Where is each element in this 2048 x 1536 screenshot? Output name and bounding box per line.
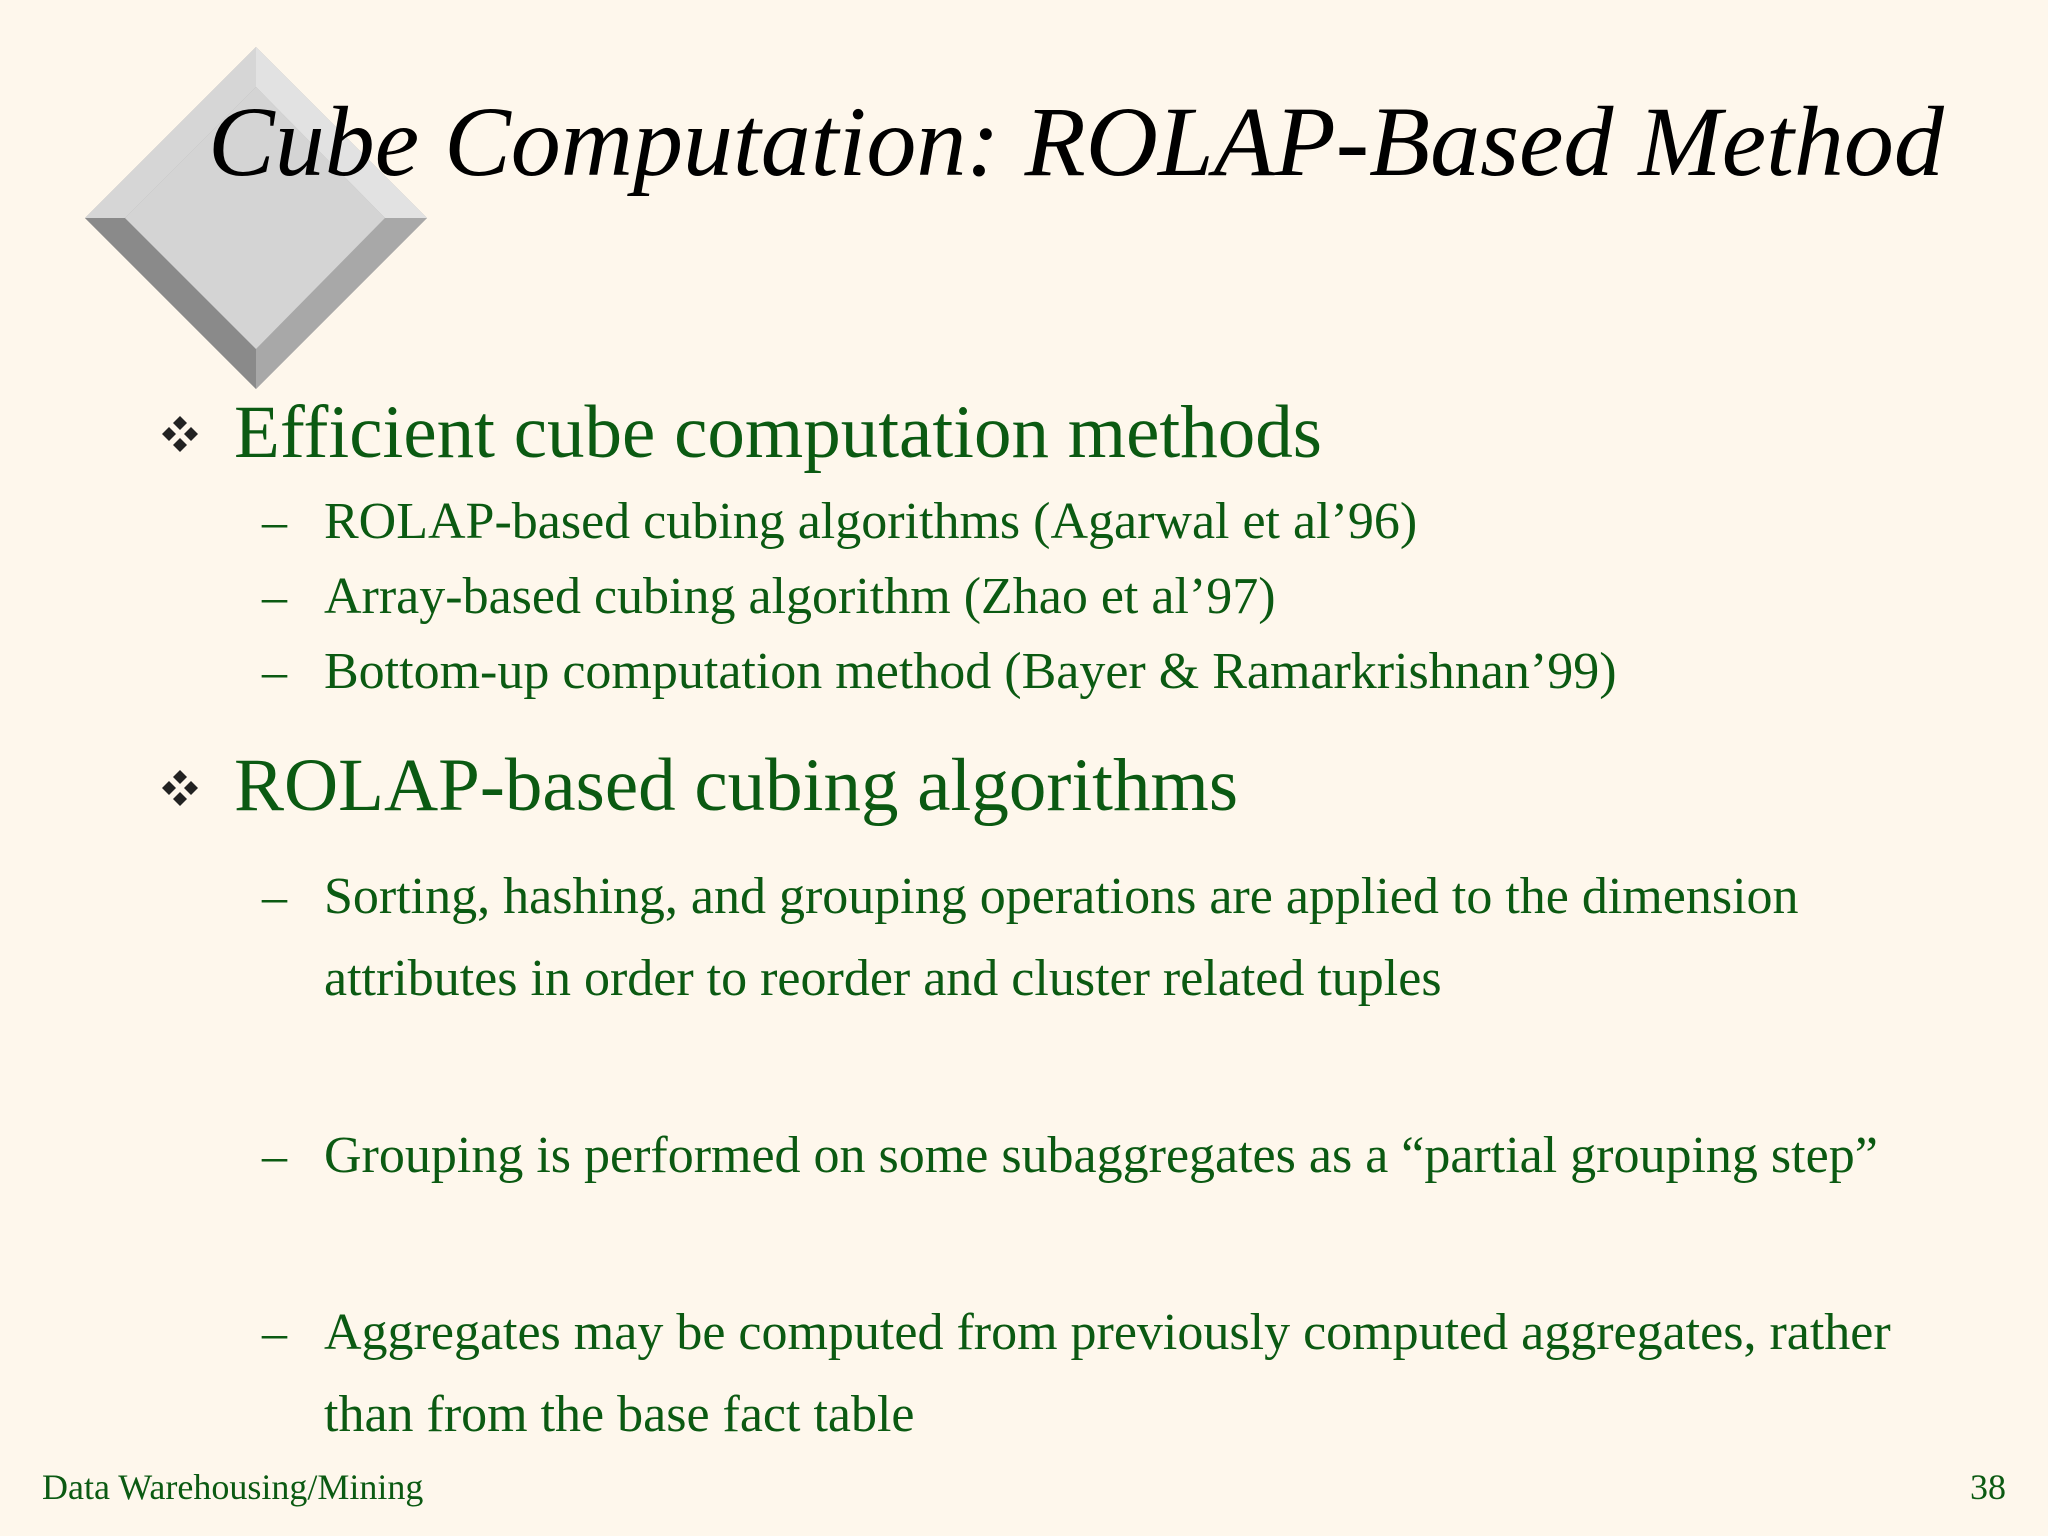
dash-marker: –: [262, 1127, 287, 1183]
slide-page-number: 38: [1970, 1467, 2006, 1507]
section-heading: Efficient cube computation methods: [234, 391, 1322, 474]
list-item: Aggregates may be computed from previously computed aggregates, rather than from the base fact table: [324, 1304, 1891, 1443]
dash-marker: –: [262, 493, 287, 549]
list-item: Grouping is performed on some subaggregates as a “partial grouping step”: [324, 1127, 1878, 1184]
dash-marker: –: [262, 568, 287, 624]
dash-marker: –: [262, 643, 287, 699]
footer-course-label: Data Warehousing/Mining: [42, 1467, 424, 1507]
dash-marker: –: [262, 1304, 287, 1360]
section-heading: ROLAP-based cubing algorithms: [234, 744, 1239, 827]
list-item: Sorting, hashing, and grouping operations are applied to the dimension attributes in order to reorder and cluster related tuples: [324, 868, 1799, 1007]
list-item: Bottom-up computation method (Bayer & Ramarkrishnan’99): [324, 643, 1617, 700]
list-item: ROLAP-based cubing algorithms (Agarwal et al’96): [324, 493, 1418, 550]
four-diamond-bullet-icon: [158, 412, 202, 456]
four-diamond-bullet-icon: [158, 766, 202, 810]
slide-title: Cube Computation: ROLAP-Based Method: [208, 86, 1944, 197]
list-item: Array-based cubing algorithm (Zhao et al’97): [324, 568, 1276, 625]
dash-marker: –: [262, 868, 287, 924]
